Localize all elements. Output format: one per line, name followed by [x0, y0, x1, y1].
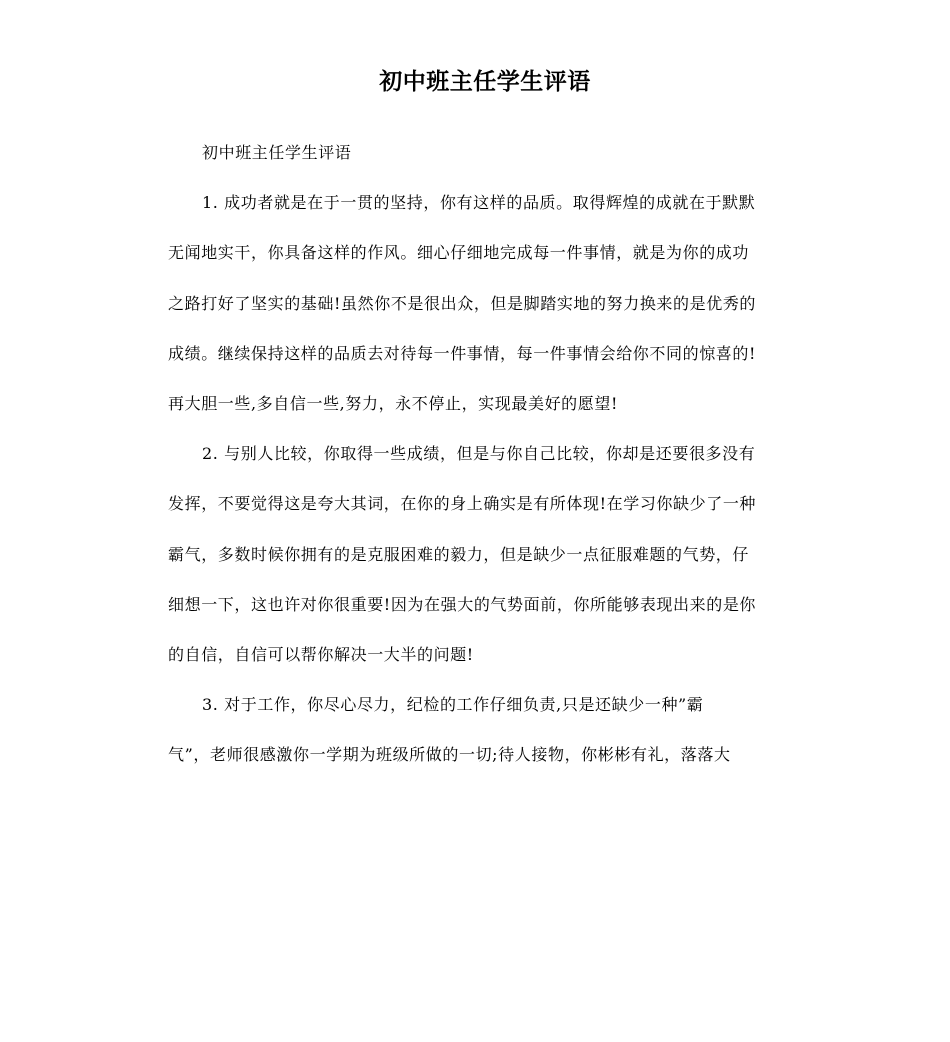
- paragraph-1-line-5: 再大胆一些,多自信一些,努力，永不停止，实现最美好的愿望!: [168, 393, 619, 413]
- paragraph-2-line-1: 2. 与别人比较，你取得一些成绩，但是与你自己比较，你却是还要很多没有: [202, 444, 756, 464]
- document-body: [168, 140, 780, 792]
- paragraph-3-line-1: 3. 对于工作，你尽心尽力，纪检的工作仔细负责,只是还缺少一种”霸: [202, 695, 704, 715]
- paragraph-1-line-1: 1. 成功者就是在于一贯的坚持，你有这样的品质。取得辉煌的成就在于默默: [202, 193, 756, 213]
- paragraph-2-line-2: 发挥，不要觉得这是夸大其词，在你的身上确实是有所体现!在学习你缺少了一种: [168, 494, 757, 514]
- paragraph-2-line-3: 霸气，多数时候你拥有的是克服困难的毅力，但是缺少一点征服难题的气势，仔: [168, 544, 750, 564]
- paragraph-3-line-2: 气”，老师很感激你一学期为班级所做的一切;待人接物，你彬彬有礼，落落大: [168, 745, 731, 765]
- paragraph-2-line-5: 的自信，自信可以帮你解决一大半的问题!: [168, 644, 474, 664]
- paragraph-1-line-4: 成绩。继续保持这样的品质去对待每一件事情，每一件事情会给你不同的惊喜的!: [168, 343, 757, 363]
- paragraph-2-line-4: 细想一下，这也许对你很重要!因为在强大的气势面前，你所能够表现出来的是你: [168, 594, 757, 614]
- paragraph-1-line-2: 无闻地实干，你具备这样的作风。细心仔细地完成每一件事情，就是为你的成功: [168, 243, 750, 263]
- paragraph-1-line-3: 之路打好了坚实的基础!虽然你不是很出众，但是脚踏实地的努力换来的是优秀的: [168, 293, 757, 313]
- subtitle-line: 初中班主任学生评语: [202, 143, 352, 162]
- document-title: 初中班主任学生评语: [379, 69, 591, 95]
